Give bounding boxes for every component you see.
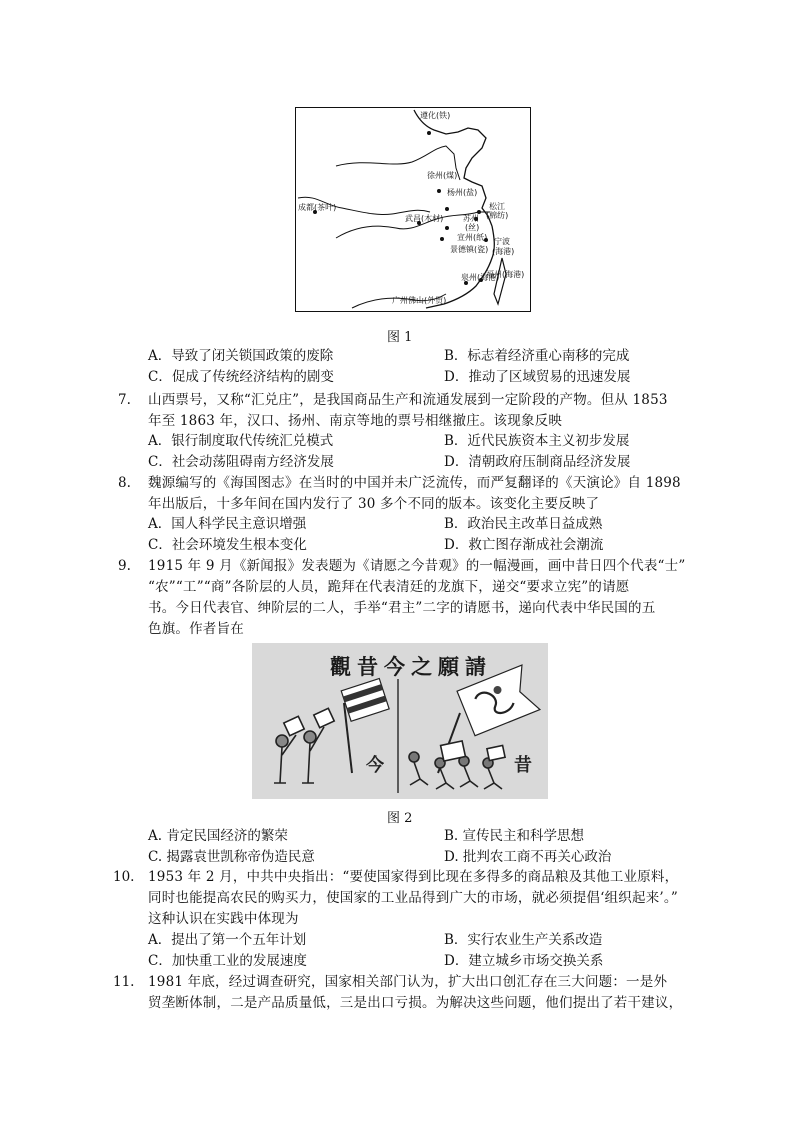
label-zunhua: 遵化(铁)	[420, 111, 451, 120]
q7-option-a: A．银行制度取代传统汇兑模式	[148, 433, 334, 449]
q10-line-3: 这种认识在实践中体现为	[148, 911, 299, 927]
label-ningbo-sub: (海港)	[492, 247, 515, 256]
figure-2-cartoon	[252, 643, 548, 799]
q6-option-d: D．推动了区域贸易的迅速发展	[444, 369, 631, 385]
q10-option-c: C．加快重工业的发展速度	[148, 953, 307, 969]
q7-option-b: B．近代民族资本主义初步发展	[444, 433, 630, 449]
q8-number: 8.	[118, 475, 131, 491]
cartoon-drawing	[252, 643, 548, 799]
label-quanzhou: 泉州(海港)	[461, 273, 500, 282]
figure-1-caption: 图 1	[387, 330, 413, 345]
q8-option-b: B．政治民主改革日益成熟	[444, 516, 603, 532]
q9-line-4: 色旗。作者旨在	[148, 621, 244, 637]
q9-line-2: “农”“工”“商”各阶层的人员，跪拜在代表清廷的龙旗下，递交“要求立宪”的请愿	[148, 579, 630, 595]
label-wuchang: 武昌(木材)	[405, 214, 444, 223]
q9-option-a: A. 肯定民国经济的繁荣	[148, 828, 288, 844]
label-jingdezhen: 景德镇(瓷)	[450, 245, 489, 254]
q9-option-c: C. 揭露袁世凯称帝伪造民意	[148, 849, 315, 865]
label-suzhou-sub: (丝)	[465, 223, 480, 232]
q6-option-c: C．促成了传统经济结构的剧变	[148, 369, 334, 385]
q7-number: 7.	[118, 392, 131, 408]
q8-line-2: 年出版后，十多年间在国内发行了 30 多个不同的版本。该变化主要反映了	[148, 496, 600, 512]
label-xuanzhou: 宣州(纸)	[457, 233, 488, 242]
q6-option-a: A．导致了闭关锁国政策的废除	[148, 348, 334, 364]
cartoon-title: 觀昔今之願請	[330, 654, 492, 679]
label-ningbo: 宁波	[494, 237, 510, 246]
q11-number: 11.	[113, 974, 135, 990]
q11-line-2: 贸垄断体制，二是产品质量低，三是出口亏损。为解决这些问题，他们提出了若干建议，	[148, 995, 683, 1011]
cartoon-label-past: 昔	[514, 755, 532, 776]
label-chengdu: 成都(茶叶)	[298, 203, 337, 212]
q9-line-3: 书。今日代表官、绅阶层的二人，手举“君主”二字的请愿书，递向代表中华民国的五	[148, 600, 656, 616]
label-yangzhou: 杨州(盐)	[447, 188, 478, 197]
q10-option-b: B．实行农业生产关系改造	[444, 932, 603, 948]
label-suzhou: 苏州	[463, 214, 479, 223]
label-songjiang: 松江	[489, 202, 505, 211]
q8-line-1: 魏源编写的《海国图志》在当时的中国并未广泛流传，而严复翻译的《天演论》自 1898	[148, 475, 681, 491]
q10-number: 10.	[113, 869, 135, 885]
q8-option-d: D．救亡图存渐成社会潮流	[444, 537, 604, 553]
cartoon-label-today: 今	[366, 755, 384, 776]
q7-line-2: 年至 1863 年，汉口、扬州、南京等地的票号相继撤庄。该现象反映	[148, 413, 563, 429]
label-guangzhou: 广州佛山(外贸)	[392, 296, 447, 305]
q10-line-2: 同时也能提高农民的购买力，使国家的工业品得到广大的市场，就必须提倡‘组织起来’。”	[148, 890, 678, 906]
label-xuzhou: 徐州(煤)	[427, 171, 458, 180]
label-fuzhou: 福州(海港)	[486, 270, 525, 279]
q8-option-c: C．社会环境发生根本变化	[148, 537, 307, 553]
q9-option-b: B. 宣传民主和科学思想	[444, 828, 585, 844]
q11-line-1: 1981 年底，经过调查研究，国家相关部门认为，扩大出口创汇存在三大问题：一是外	[148, 974, 668, 990]
q10-option-d: D．建立城乡市场交换关系	[444, 953, 604, 969]
q9-number: 9.	[118, 558, 131, 574]
figure-2-caption: 图 2	[387, 811, 413, 826]
q7-line-1: 山西票号，又称“汇兑庄”，是我国商品生产和流通发展到一定阶段的产物。但从 1853	[148, 392, 668, 408]
q8-option-a: A．国人科学民主意识增强	[148, 516, 307, 532]
q7-option-c: C．社会动荡阻碍南方经济发展	[148, 454, 334, 470]
q7-option-d: D．清朝政府压制商品经济发展	[444, 454, 631, 470]
q9-option-d: D. 批判农工商不再关心政治	[444, 849, 612, 865]
q9-line-1: 1915 年 9 月《新闻报》发表题为《请愿之今昔观》的一幅漫画，画中昔日四个代表“士”	[148, 558, 686, 574]
label-songjiang-sub: (棉纺)	[486, 211, 509, 220]
q6-option-b: B．标志着经济重心南移的完成	[444, 348, 630, 364]
q10-line-1: 1953 年 2 月，中共中央指出：“要使国家得到比现在多得多的商品粮及其他工业原料，	[148, 869, 679, 885]
figure-1-map	[295, 107, 531, 312]
q10-option-a: A．提出了第一个五年计划	[148, 932, 307, 948]
